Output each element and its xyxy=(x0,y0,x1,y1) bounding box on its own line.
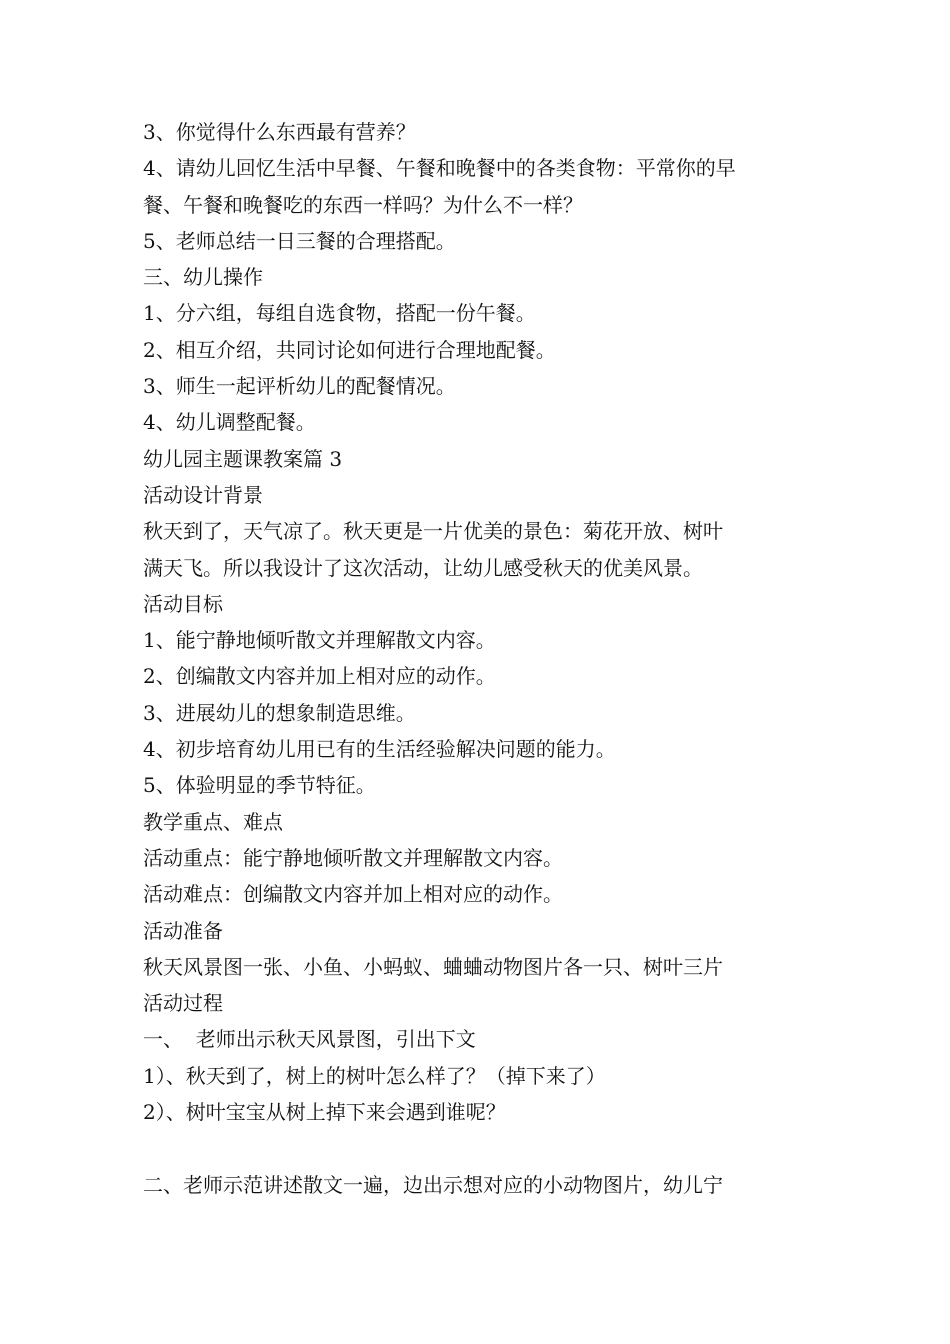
text-line: 1、能宁静地倾听散文并理解散文内容。 xyxy=(143,628,496,653)
text-line: 3、你觉得什么东西最有营养？ xyxy=(143,120,416,144)
text-line: 活动重点：能宁静地倾听散文并理解散文内容。 xyxy=(143,845,563,870)
text-line: 4、请幼儿回忆生活中早餐、午餐和晚餐中的各类食物：平常你的早 xyxy=(143,156,736,181)
document-body xyxy=(143,114,823,1203)
text-line: 2、相互介绍，共同讨论如何进行合理地配餐。 xyxy=(143,337,556,362)
text-line: 一、 老师出示秋天风景图，引出下文 xyxy=(143,1027,476,1052)
blank-line xyxy=(143,1130,823,1166)
section-heading: 活动目标 xyxy=(143,591,223,616)
text-line: 秋天风景图一张、小鱼、小蚂蚁、蛐蛐动物图片各一只、树叶三片 xyxy=(143,954,723,979)
text-line: 4、幼儿调整配餐。 xyxy=(143,410,316,435)
section-heading: 教学重点、难点 xyxy=(143,809,283,834)
text-line: 二、老师示范讲述散文一遍，边出示想对应的小动物图片，幼儿宁 xyxy=(143,1172,723,1197)
text-line: 3、师生一起评析幼儿的配餐情况。 xyxy=(143,374,456,399)
text-line: 2）、树叶宝宝从树上掉下来会遇到谁呢？ xyxy=(143,1100,506,1125)
text-line: 餐、午餐和晚餐吃的东西一样吗？为什么不一样？ xyxy=(143,192,583,217)
text-line: 5、体验明显的季节特征。 xyxy=(143,773,376,798)
text-line: 1、分六组，每组自选食物，搭配一份午餐。 xyxy=(143,301,536,326)
lesson-title: 幼儿园主题课教案篇 3 xyxy=(143,446,343,471)
text-line: 4、初步培育幼儿用已有的生活经验解决问题的能力。 xyxy=(143,737,616,762)
text-line: 3、进展幼儿的想象制造思维。 xyxy=(143,700,416,725)
text-line: 活动难点：创编散文内容并加上相对应的动作。 xyxy=(143,882,563,907)
text-line: 1）、秋天到了，树上的树叶怎么样了？（掉下来了） xyxy=(143,1063,606,1088)
text-line: 2、创编散文内容并加上相对应的动作。 xyxy=(143,664,496,689)
text-line: 秋天到了，天气凉了。秋天更是一片优美的景色：菊花开放、树叶 xyxy=(143,519,723,544)
section-heading: 活动准备 xyxy=(143,918,223,943)
section-heading: 三、幼儿操作 xyxy=(143,265,263,290)
section-heading: 活动过程 xyxy=(143,991,223,1016)
section-heading: 活动设计背景 xyxy=(143,482,263,507)
text-line: 5、老师总结一日三餐的合理搭配。 xyxy=(143,228,456,253)
text-line: 满天飞。所以我设计了这次活动，让幼儿感受秋天的优美风景。 xyxy=(143,555,703,580)
